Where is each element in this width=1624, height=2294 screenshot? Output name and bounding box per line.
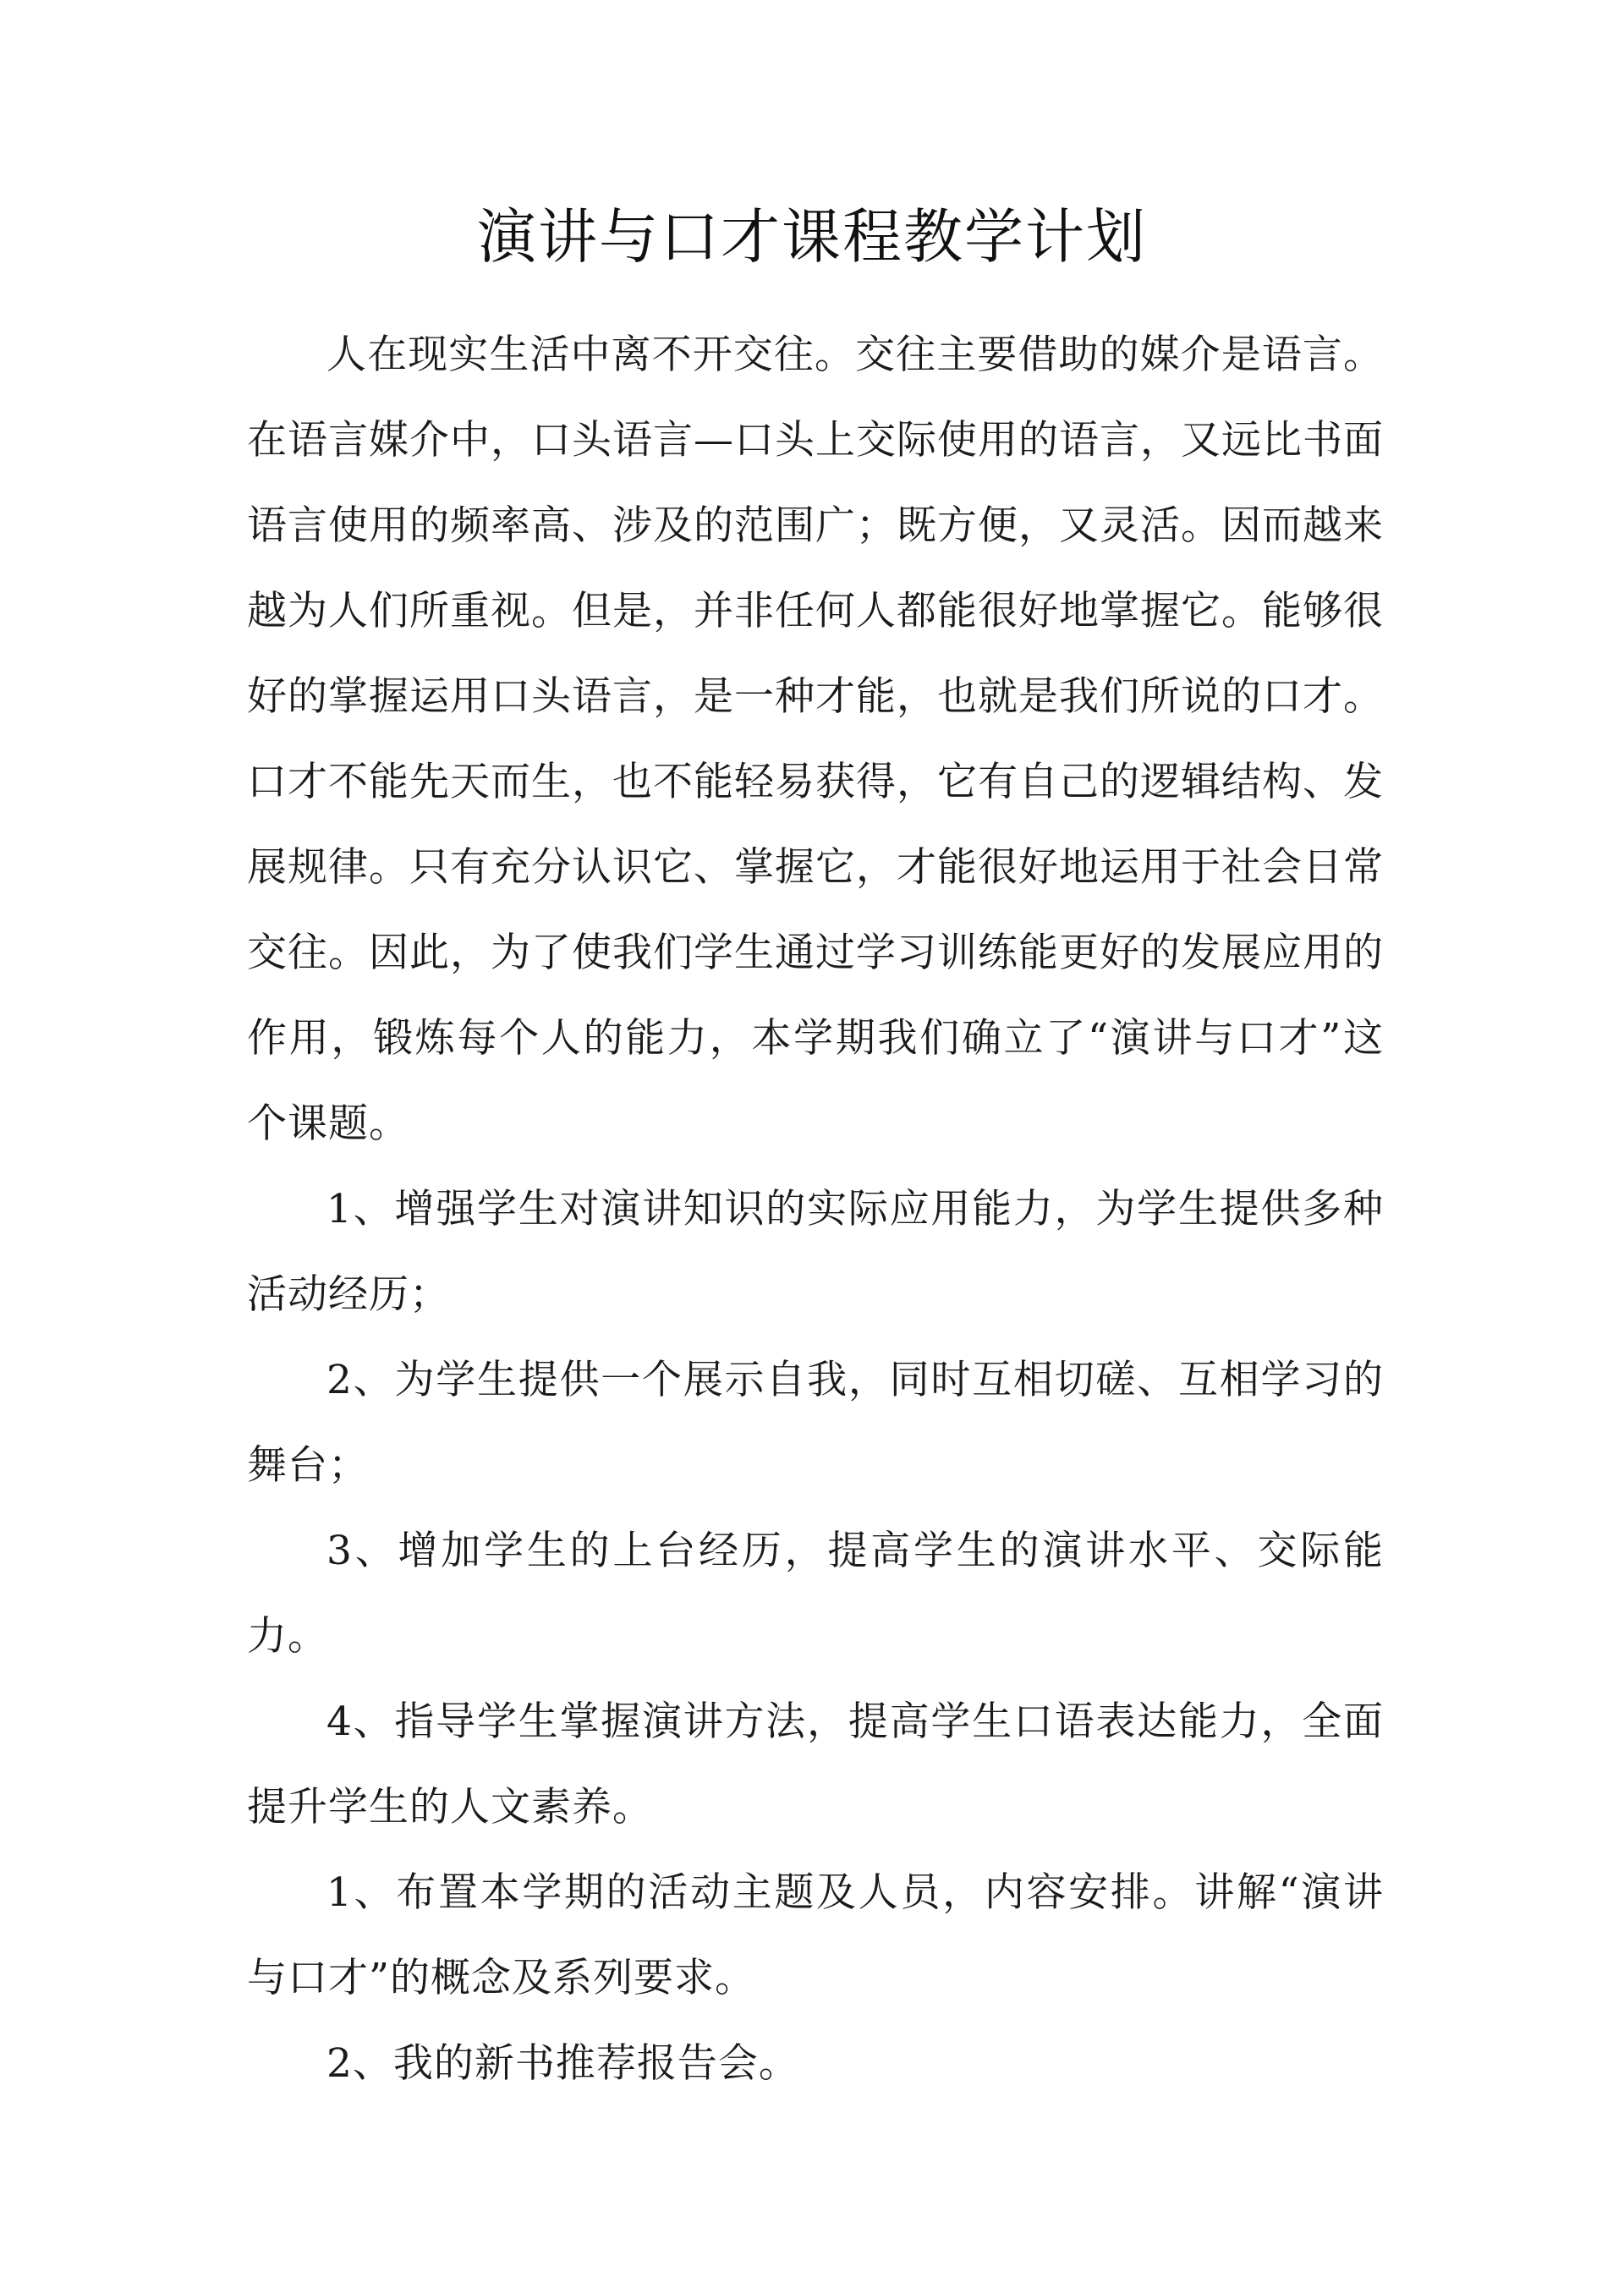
document-title: 演讲与口才课程教学计划 bbox=[477, 202, 1147, 272]
document-body bbox=[247, 312, 1384, 2106]
goal-item-2: 2、为学生提供一个展示自我，同时互相切磋、互相学习的舞台； bbox=[247, 1357, 1384, 1489]
goal-item-1: 1、增强学生对演讲知识的实际应用能力，为学生提供多种活动经历； bbox=[247, 1186, 1384, 1318]
plan-item-2: 2、我的新书推荐报告会。 bbox=[326, 2040, 799, 2087]
intro-paragraph: 人在现实生活中离不开交往。交往主要借助的媒介是语言。在语言媒介中，口头语言—口头上交际使用的语言，又远比书面语言使用的频率高、涉及的范围广；既方便，又灵活。因而越来越为人们所重视。但是，并非任何人都能很好地掌握它。能够很好的掌握运用口头语言，是一种才能，也就是我们所说的口才。口才不能先天而生，也不能轻易获得，它有自己的逻辑结构、发展规律。只有充分认识它、掌握它，才能很好地运用于社会日常交往。因此，为了使我们学生通过学习训练能更好的发展应用的作用，锻炼每个人的能力，本学期我们确立了“演讲与口才”这个课题。 bbox=[247, 332, 1384, 1147]
plan-item-1: 1、布置本学期的活动主题及人员，内容安排。讲解“演讲与口才”的概念及系列要求。 bbox=[247, 1869, 1384, 2001]
goal-item-4: 4、指导学生掌握演讲方法，提高学生口语表达能力，全面提升学生的人文素养。 bbox=[247, 1699, 1384, 1830]
goal-item-3: 3、增加学生的上台经历，提高学生的演讲水平、交际能力。 bbox=[247, 1528, 1384, 1660]
